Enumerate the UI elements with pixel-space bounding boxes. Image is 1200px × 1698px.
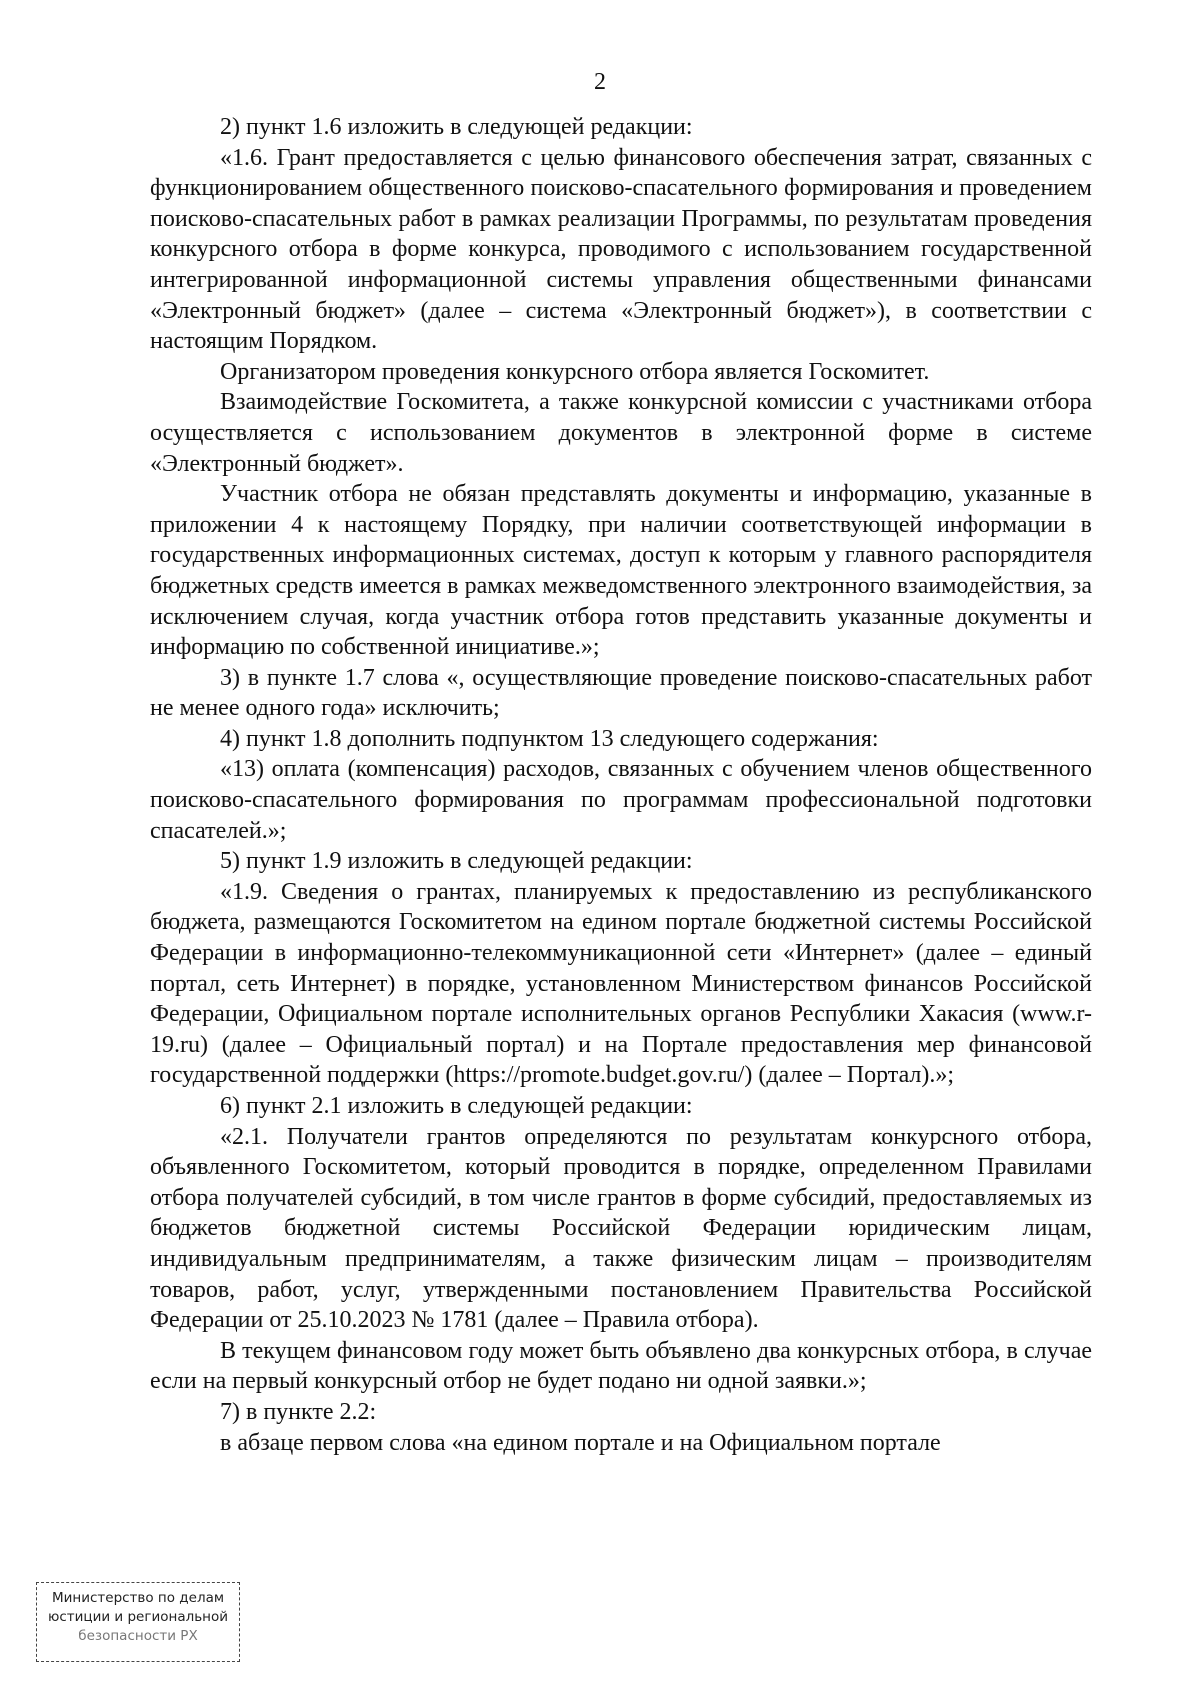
paragraph: «1.6. Грант предоставляется с целью финансового обеспечения затрат, связанных с функционированием общественного поисково-спасательного формирования и проведением поисково-спасательных работ в рамках реализации Программы, по результатам проведения конкурсного отбора в форме конкурса, проводимого с использованием государственной интегрированной информационной системы управления общественными финансами «Электронный бюджет» (далее – система «Электронный бюджет»), в соответствии с настоящим Порядком. [150, 144, 1092, 355]
paragraph: «2.1. Получатели грантов определяются по результатам конкурсного отбора, объявленного Госкомитетом, который проводится в порядке, определенном Правилами отбора получателей субсидий, в том числе грантов в форме субсидий, предоставляемых из бюджетов бюджетной системы Российской Федерации юридическим лицам, индивидуальным предпринимателям, а также физическим лицам – производителям товаров, работ, услуг, утвержденными постановлением Правительства Российской Федерации от 25.10.2023 № 1781 (далее – Правила отбора). [150, 1123, 1092, 1334]
paragraph: Организатором проведения конкурсного отбора является Госкомитет. [220, 358, 930, 385]
ministry-stamp [36, 1582, 240, 1662]
paragraph: 4) пункт 1.8 дополнить подпунктом 13 следующего содержания: [220, 725, 879, 752]
paragraph: В текущем финансовом году может быть объявлено два конкурсных отбора, в случае если на первый конкурсный отбор не будет подано ни одной заявки.»; [150, 1337, 1092, 1395]
paragraph: 6) пункт 2.1 изложить в следующей редакции: [220, 1093, 693, 1119]
stamp-line: юстиции и региональной [47, 1609, 229, 1625]
paragraph: 2) пункт 1.6 изложить в следующей редакции: [220, 114, 693, 140]
stamp-line: безопасности РХ [78, 1628, 198, 1644]
paragraph: в абзаце первом слова «на едином портале и на Официальном портале [220, 1429, 941, 1456]
paragraph: «1.9. Сведения о грантах, планируемых к предоставлению из республиканского бюджета, размещаются Госкомитетом на едином портале бюджетной системы Российской Федерации в информационно-телекоммуникационной сети «Интернет» (далее – единый портал, сеть Интернет) в порядке, установленном Министерством финансов Российской Федерации, Официальном портале исполнительных органов Республики Хакасия (www.r-19.ru) (далее – Официальный портал) и на Портале предоставления мер финансовой государственной поддержки (https://promote.budget.gov.ru/) (далее – Портал).»; [150, 878, 1092, 1089]
paragraph: Взаимодействие Госкомитета, а также конкурсной комиссии с участниками отбора осуществляется с использованием документов в электронной форме в системе «Электронный бюджет». [150, 389, 1092, 477]
paragraph: 3) в пункте 1.7 слова «, осуществляющие проведение поисково-спасательных работ не менее одного года» исключить; [150, 664, 1092, 722]
document-body [150, 112, 1092, 1458]
paragraph: «13) оплата (компенсация) расходов, связанных с обучением членов общественного поисково-спасательного формирования по программам профессиональной подготовки спасателей.»; [150, 756, 1092, 844]
paragraph: 7) в пункте 2.2: [220, 1398, 377, 1425]
page-number: 2 [594, 69, 606, 95]
paragraph: Участник отбора не обязан представлять документы и информацию, указанные в приложении 4 к настоящему Порядку, при наличии соответствующей информации в государственных информационных системах, доступ к которым у главного распорядителя бюджетных средств имеется в рамках межведомственного электронного взаимодействия, за исключением случая, когда участник отбора готов представить указанные документы и информацию по собственной инициативе.»; [150, 481, 1092, 661]
paragraph: 5) пункт 1.9 изложить в следующей редакции: [220, 848, 693, 875]
stamp-line: Министерство по делам [51, 1590, 225, 1606]
